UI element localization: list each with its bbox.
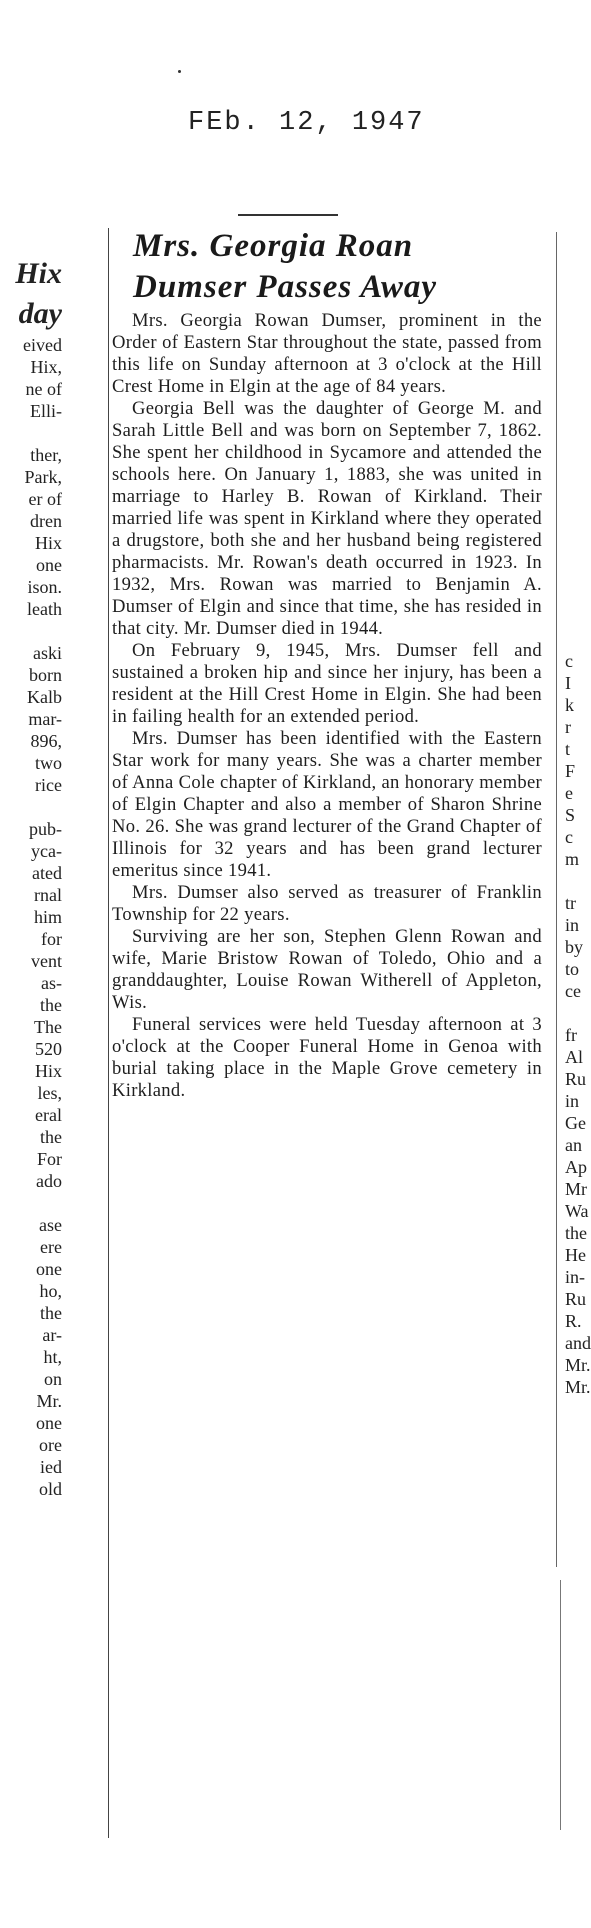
left-fragment-line: for	[41, 929, 62, 949]
left-fragment-line: rnal	[34, 885, 62, 905]
right-fragment-line: R.	[565, 1311, 582, 1331]
article-paragraph: Mrs. Dumser has been identified with the Eastern Star work for many years. She was a charter member of Anna Cole chapter of Kirkland, an honorary member of Elgin Chapter and also a member of Sharon Shrine No. 26. She was grand lecturer of the Grand Chapter of Illinois for 32 years and has been grand lecturer emeritus since 1941.	[112, 728, 542, 881]
left-fragment-line: ado	[36, 1171, 62, 1191]
right-fragment-line: S	[565, 805, 576, 825]
right-fragment-line: k	[565, 695, 574, 715]
article-paragraph: On February 9, 1945, Mrs. Dumser fell and sustained a broken hip and since her injury, has been a resident at the Hill Crest Home in Elgin. She had been in failing health for an extended period.	[112, 640, 542, 727]
right-fragment-line: Ge	[565, 1113, 586, 1133]
left-fragment-line: one	[36, 1413, 62, 1433]
article-headline	[133, 226, 553, 308]
left-fragment-line: ison.	[27, 577, 62, 597]
left-fragment-line: rice	[35, 775, 62, 795]
right-fragment-line: e	[565, 783, 573, 803]
right-fragment-line: an	[565, 1135, 582, 1155]
left-fragment-line: old	[38, 1479, 62, 1499]
left-fragment-line: vent	[31, 951, 62, 971]
right-fragment-line: Wa	[565, 1201, 589, 1221]
article-paragraph: Surviving are her son, Stephen Glenn Rowan and wife, Marie Bristow Rowan of Toledo, Ohio and a granddaughter, Louise Rowan Witherell of Appleton, Wis.	[112, 926, 542, 1013]
right-fragment-line: the	[565, 1223, 587, 1243]
article-paragraph: Georgia Bell was the daughter of George M. and Sarah Little Bell and was born on September 7, 1862. She spent her childhood in Sycamore and attended the schools here. On January 1, 1883, she was united in marriage to Harley B. Rowan of Kirkland. Their married life was spent in Kirkland where they operated a drugstore, both she and her husband being registered pharmacists. Mr. Rowan's death occurred in 1923. In 1932, Mrs. Rowan was married to Benjamin A. Dumser of Elgin and since that time, she has resided in that city. Mr. Dumser died in 1944.	[112, 398, 542, 639]
left-fragment-line: les,	[37, 1083, 62, 1103]
left-fragment-line: ore	[39, 1435, 62, 1455]
left-fragment-line: ar-	[42, 1325, 62, 1345]
article-paragraph: Mrs. Georgia Rowan Dumser, prominent in the Order of Eastern Star throughout the state, passed from this life on Sunday afternoon at 3 o'clock at the Hill Crest Home in Elgin at the age of 84 years.	[112, 310, 542, 397]
left-fragment-line: ho,	[39, 1281, 62, 1301]
right-fragment-line: by	[565, 937, 583, 957]
right-fragment-line: Ap	[565, 1157, 587, 1177]
left-fragment-line: one	[36, 555, 62, 575]
right-fragment-line: fr	[565, 1025, 577, 1045]
left-fragment-line: the	[40, 1127, 62, 1147]
left-fragment-line: Elli-	[30, 401, 62, 421]
left-fragment-line: Kalb	[27, 687, 62, 707]
headline-line-1: Mrs. Georgia Roan	[133, 228, 414, 264]
left-fragment-line: The	[34, 1017, 62, 1037]
right-fragment-line: c	[565, 827, 573, 847]
left-fragment-line: mar-	[28, 709, 62, 729]
article-paragraph: Mrs. Dumser also served as treasurer of Franklin Township for 22 years.	[112, 882, 542, 925]
left-fragment-line: dren	[30, 511, 62, 531]
left-fragment-line: as-	[41, 973, 62, 993]
left-fragment-line: ne of	[25, 379, 62, 399]
left-fragment-line: the	[40, 995, 62, 1015]
right-fragment-line	[565, 870, 587, 892]
scan-speck	[178, 70, 181, 73]
right-fragment-line: I	[565, 673, 571, 693]
left-fragment-line: Park,	[24, 467, 62, 487]
left-fragment-line: Hix	[35, 533, 62, 553]
left-fragment-line: Hix	[35, 1061, 62, 1081]
left-fragment-line: er of	[28, 489, 62, 509]
headline-line-2: Dumser Passes Away	[133, 269, 438, 305]
left-fragment-line	[0, 422, 62, 444]
left-fragment-heading-1: Hix	[15, 257, 62, 290]
left-fragment-line: 896,	[30, 731, 62, 751]
right-column-fragment	[565, 650, 591, 1398]
left-fragment-line	[0, 1192, 62, 1214]
left-fragment-line: 520	[35, 1039, 62, 1059]
right-fragment-line: He	[565, 1245, 586, 1265]
left-fragment-line: Hix,	[30, 357, 62, 377]
column-rule-right-lower	[560, 1580, 561, 1830]
left-fragment-line: ied	[40, 1457, 62, 1477]
left-fragment-line: ht,	[43, 1347, 62, 1367]
left-fragment-line	[0, 620, 62, 642]
left-fragment-line: aski	[33, 643, 62, 663]
left-fragment-heading-2: day	[18, 297, 62, 330]
left-fragment-line: yca-	[31, 841, 62, 861]
article-paragraph: Funeral services were held Tuesday afternoon at 3 o'clock at the Cooper Funeral Home in Genoa with burial taking place in the Maple Grove cemetery in Kirkland.	[112, 1014, 542, 1101]
left-fragment-line: leath	[27, 599, 62, 619]
left-fragment-line: eived	[23, 335, 62, 355]
right-fragment-line: t	[565, 739, 571, 759]
left-fragment-line: ere	[40, 1237, 62, 1257]
right-fragment-line: Al	[565, 1047, 583, 1067]
right-fragment-line: Ru	[565, 1289, 587, 1309]
column-rule-right	[556, 232, 557, 1567]
left-fragment-line: ase	[39, 1215, 62, 1235]
title-rule	[238, 214, 338, 216]
article-body	[112, 310, 542, 1102]
left-fragment-line: born	[29, 665, 62, 685]
left-fragment-line: For	[36, 1149, 62, 1169]
left-fragment-line: ther,	[30, 445, 62, 465]
right-fragment-line: Ru	[565, 1069, 587, 1089]
left-fragment-line: two	[35, 753, 62, 773]
right-fragment-line	[565, 1002, 587, 1024]
right-fragment-line: tr	[565, 893, 576, 913]
left-fragment-line: eral	[35, 1105, 62, 1125]
right-fragment-line: to	[565, 959, 580, 979]
right-fragment-line: and	[565, 1333, 591, 1353]
left-fragment-line: one	[36, 1259, 62, 1279]
clipping-date: FEb. 12, 1947	[188, 108, 425, 138]
right-fragment-line: r	[565, 717, 571, 737]
right-fragment-line: in	[565, 1091, 580, 1111]
left-fragment-line: on	[44, 1369, 62, 1389]
left-fragment-line: Mr.	[36, 1391, 62, 1411]
left-column-fragment	[0, 254, 62, 1500]
right-fragment-line: Mr.	[565, 1355, 591, 1375]
column-rule-left	[108, 228, 109, 1838]
right-fragment-line: in	[565, 915, 580, 935]
right-fragment-line: m	[565, 849, 580, 869]
right-fragment-line: F	[565, 761, 576, 781]
right-fragment-line: Mr	[565, 1179, 587, 1199]
right-fragment-line: Mr.	[565, 1377, 591, 1397]
right-fragment-line: ce	[565, 981, 581, 1001]
left-fragment-line: ated	[32, 863, 62, 883]
right-fragment-line: c	[565, 651, 573, 671]
right-fragment-line: in-	[565, 1267, 585, 1287]
left-fragment-line: him	[33, 907, 62, 927]
left-fragment-line: pub-	[29, 819, 62, 839]
left-fragment-line: the	[40, 1303, 62, 1323]
left-fragment-line	[0, 796, 62, 818]
